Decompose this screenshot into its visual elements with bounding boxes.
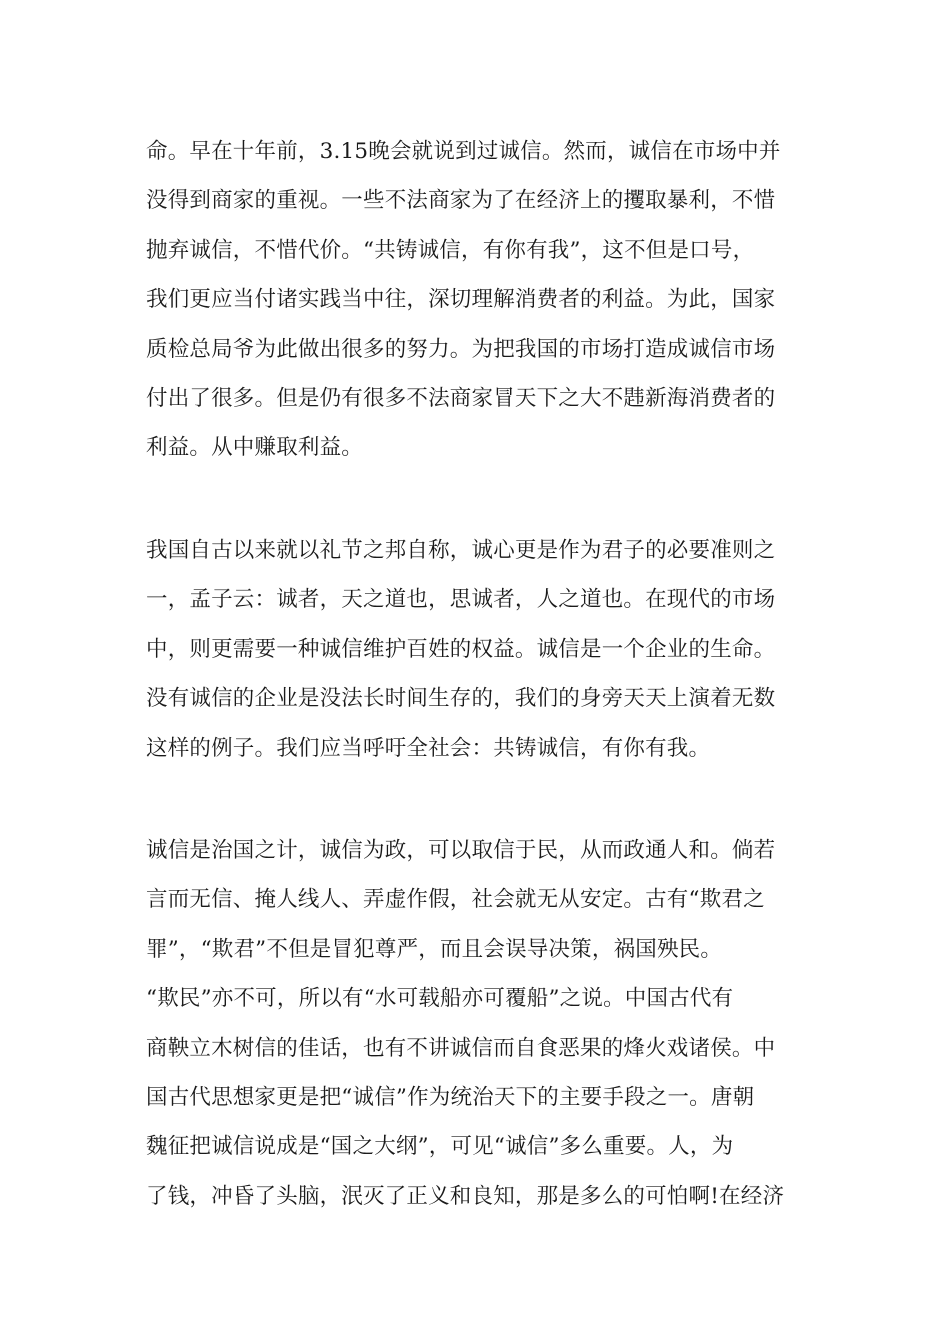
text-line: 诚信是治国之计，诚信为政，可以取信于民，从而政通人和。倘若	[146, 838, 776, 863]
text-line: 国古代思想家更是把“诚信”作为统治天下的主要手段之一。唐朝	[146, 1084, 755, 1110]
text-line: 抛弃诚信，不惜代价。“共铸诚信，有你有我”，这不但是口号，	[146, 237, 755, 263]
text-line: 付出了很多。但是仍有很多不法商家冒天下之大不韪新海消费者的	[146, 385, 776, 411]
paragraph-1	[146, 127, 816, 473]
text-line: 我国自古以来就以礼节之邦自称，诚心更是作为君子的必要准则之	[146, 538, 776, 563]
text-line: 没有诚信的企业是没法长时间生存的，我们的身旁天天上演着无数	[146, 686, 776, 712]
text-line: 我们更应当付诸实践当中往，深切理解消费者的利益。为此，国家	[146, 287, 776, 313]
text-line: 中，则更需要一种诚信维护百姓的权益。诚信是一个企业的生命。	[146, 636, 776, 662]
paragraph-2	[146, 526, 816, 773]
text-line: 这样的例子。我们应当呼吁全社会：共铸诚信，有你有我。	[146, 735, 711, 761]
text-line: 没得到商家的重视。一些不法商家为了在经济上的攫取暴利，不惜	[146, 188, 776, 214]
text-line: “欺民”亦不可，所以有“水可载船亦可覆船”之说。中国古代有	[146, 986, 734, 1012]
text-line: 质检总局爷为此做出很多的努力。为把我国的市场打造成诚信市场	[146, 336, 776, 362]
text-line: 言而无信、掩人线人、弄虚作假，社会就无从安定。古有“欺君之	[146, 887, 765, 913]
text-line: 罪”，“欺君”不但是冒犯尊严，而且会误导决策，祸国殃民。	[146, 936, 723, 962]
text-line: 利益。从中赚取利益。	[146, 435, 364, 461]
text-line: 了钱，冲昏了头脑，泯灭了正义和良知，那是多么的可怕啊!在经济	[146, 1183, 785, 1209]
text-line: 命。早在十年前，3.15晚会就说到过诚信。然而，诚信在市场中并	[146, 139, 781, 164]
text-line: 魏征把诚信说成是“国之大纲”，可见“诚信”多么重要。人，为	[146, 1134, 734, 1160]
paragraph-3	[146, 826, 816, 1221]
text-line: 商鞅立木树信的佳话，也有不讲诚信而自食恶果的烽火戏诸侯。中	[146, 1035, 776, 1061]
text-line: 一，孟子云：诚者，天之道也，思诚者，人之道也。在现代的市场	[146, 587, 776, 613]
